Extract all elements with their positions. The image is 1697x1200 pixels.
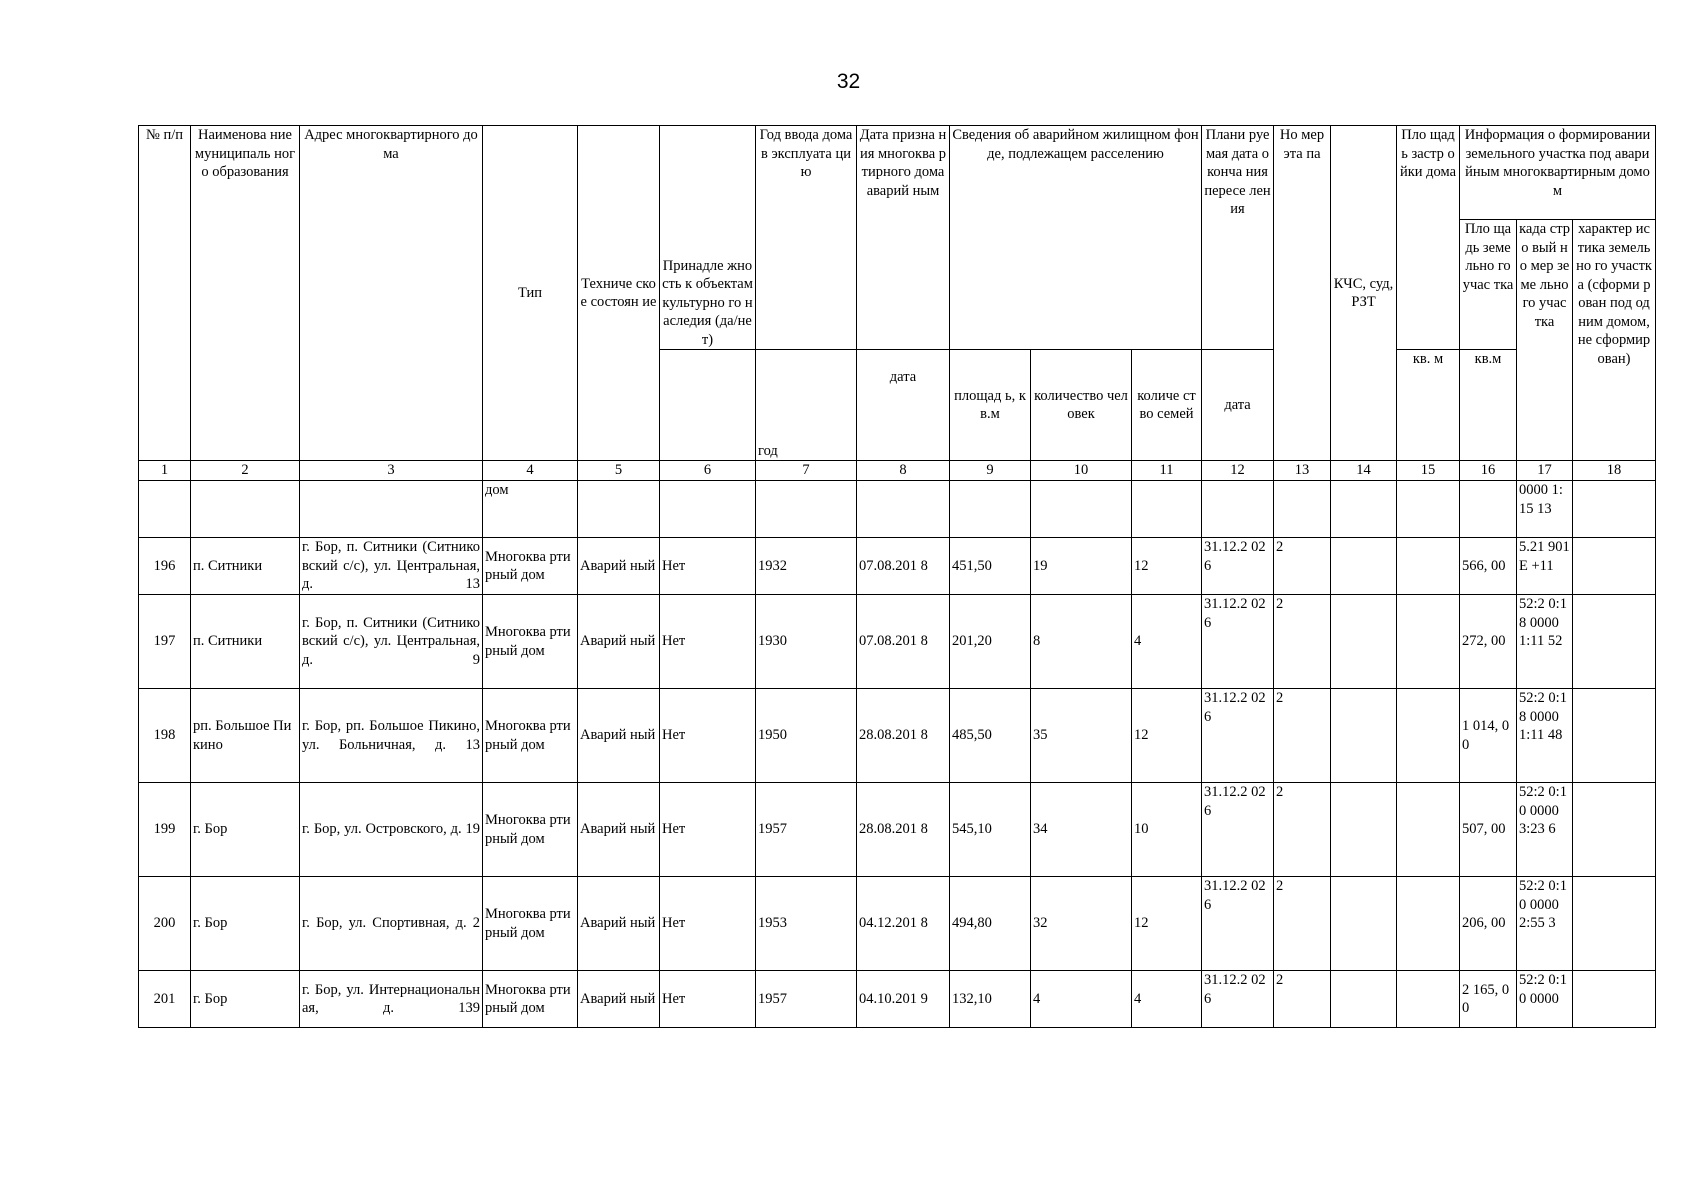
column-number: 16 (1460, 461, 1517, 481)
family-count: 4 (1132, 595, 1202, 689)
kchs-court (1331, 971, 1397, 1028)
column-number: 5 (578, 461, 660, 481)
header-col-14: КЧС, суд, РЗТ (1331, 126, 1397, 461)
column-number: 18 (1573, 461, 1656, 481)
cadastral-number: 52:2 0:10 0000 2:55 3 (1517, 877, 1573, 971)
people-count: 35 (1031, 689, 1132, 783)
header-col-8-sub: дата (857, 350, 950, 461)
recognition-date: 28.08.201 8 (857, 689, 950, 783)
municipality: г. Бор (191, 971, 300, 1028)
technical-condition: Аварий ный (578, 877, 660, 971)
building-area (1397, 877, 1460, 971)
recognition-date: 04.10.201 9 (857, 971, 950, 1028)
cadastral-number: 52:2 0:10 0000 3:23 6 (1517, 783, 1573, 877)
header-col-8: Дата призна ния многоква ртирного дома аварий ным (857, 126, 950, 350)
municipality: п. Ситники (191, 595, 300, 689)
house-type: Многоква ртирный дом (483, 783, 578, 877)
commission-year: 1957 (756, 783, 857, 877)
header-col-1: № п/п (139, 126, 191, 461)
kchs-court (1331, 538, 1397, 595)
stage-number: 2 (1274, 783, 1331, 877)
building-area (1397, 595, 1460, 689)
header-col-10: количество человек (1031, 350, 1132, 461)
plot-area: 272, 00 (1460, 595, 1517, 689)
building-area (1397, 689, 1460, 783)
header-col-3: Адрес многоквартирного дома (300, 126, 483, 461)
column-number: 15 (1397, 461, 1460, 481)
header-col-7-sub: год (756, 350, 857, 461)
column-number: 8 (857, 461, 950, 481)
heritage-status: Нет (660, 689, 756, 783)
plot-characteristic (1573, 689, 1656, 783)
kchs-court (1331, 783, 1397, 877)
column-number: 4 (483, 461, 578, 481)
recognition-date: 28.08.201 8 (857, 783, 950, 877)
header-col-16: Пло щадь земе льно го учас тка (1460, 220, 1517, 350)
technical-condition: Аварий ный (578, 689, 660, 783)
municipality: г. Бор (191, 877, 300, 971)
row-number: 196 (139, 538, 191, 595)
page-number: 32 (836, 70, 861, 93)
column-number: 6 (660, 461, 756, 481)
people-count: 19 (1031, 538, 1132, 595)
kchs-court (1331, 689, 1397, 783)
plot-characteristic (1573, 538, 1656, 595)
stage-number: 2 (1274, 971, 1331, 1028)
header-group-16-18: Информация о формировании земельного участка под аварийным многоквартирным домом (1460, 126, 1656, 220)
column-number-row (139, 461, 1656, 481)
heritage-status: Нет (660, 595, 756, 689)
heritage-status: Нет (660, 783, 756, 877)
column-number: 7 (756, 461, 857, 481)
address: г. Бор, рп. Большое Пикино, ул. Больничная, д. 13 (300, 689, 483, 783)
planned-end-date: 31.12.2 026 (1202, 877, 1274, 971)
family-count: 12 (1132, 538, 1202, 595)
technical-condition: Аварий ный (578, 971, 660, 1028)
living-area: 201,20 (950, 595, 1031, 689)
people-count: 4 (1031, 971, 1132, 1028)
municipality: рп. Большое Пикино (191, 689, 300, 783)
plot-area: 1 014, 00 (1460, 689, 1517, 783)
plot-area: 566, 00 (1460, 538, 1517, 595)
cadastral-number: 52:2 0:18 0000 1:11 52 (1517, 595, 1573, 689)
row-number: 201 (139, 971, 191, 1028)
family-count: 12 (1132, 689, 1202, 783)
header-col-6: Принадле жность к объектам культурно го наследия (да/нет) (660, 126, 756, 350)
address: г. Бор, ул. Интернациональная, д. 139 (300, 971, 483, 1028)
column-number: 14 (1331, 461, 1397, 481)
family-count: 4 (1132, 971, 1202, 1028)
recognition-date: 07.08.201 8 (857, 538, 950, 595)
header-col-7: Год ввода дома в эксплуата цию (756, 126, 857, 350)
cadastral-number: 52:2 0:18 0000 1:11 48 (1517, 689, 1573, 783)
house-type: Многоква ртирный дом (483, 971, 578, 1028)
column-number: 9 (950, 461, 1031, 481)
kchs-court (1331, 595, 1397, 689)
stage-number: 2 (1274, 538, 1331, 595)
header-row-1 (139, 126, 1656, 220)
family-count: 10 (1132, 783, 1202, 877)
header-col-11: количе ство семей (1132, 350, 1202, 461)
people-count: 8 (1031, 595, 1132, 689)
table-row (139, 877, 1656, 971)
address: г. Бор, ул. Островского, д. 19 (300, 783, 483, 877)
header-col-18: характер истика земельно го участка (сформи рован под одним домом, не сформир ован) (1573, 220, 1656, 461)
people-count: 32 (1031, 877, 1132, 971)
continuation-cadastral: 0000 1:15 13 (1517, 481, 1573, 538)
continuation-type: дом (483, 481, 578, 538)
living-area: 451,50 (950, 538, 1031, 595)
column-number: 2 (191, 461, 300, 481)
row-number: 198 (139, 689, 191, 783)
header-col-6-sub (660, 350, 756, 461)
heritage-status: Нет (660, 538, 756, 595)
municipality: г. Бор (191, 783, 300, 877)
people-count: 34 (1031, 783, 1132, 877)
technical-condition: Аварий ный (578, 538, 660, 595)
table-row (139, 538, 1656, 595)
house-type: Многоква ртирный дом (483, 595, 578, 689)
stage-number: 2 (1274, 595, 1331, 689)
header-col-12: Плани руемая дата оконча ния пересе ления (1202, 126, 1274, 350)
header-col-16-sub: кв.м (1460, 350, 1517, 461)
row-number: 199 (139, 783, 191, 877)
plot-area: 2 165, 00 (1460, 971, 1517, 1028)
header-col-4: Тип (483, 126, 578, 461)
family-count: 12 (1132, 877, 1202, 971)
technical-condition: Аварий ный (578, 783, 660, 877)
table-row (139, 971, 1656, 1028)
continuation-row (139, 481, 1656, 538)
header-col-12-sub: дата (1202, 350, 1274, 461)
commission-year: 1930 (756, 595, 857, 689)
row-number: 197 (139, 595, 191, 689)
cadastral-number: 52:2 0:10 0000 (1517, 971, 1573, 1028)
address: г. Бор, ул. Спортивная, д. 2 (300, 877, 483, 971)
column-number: 13 (1274, 461, 1331, 481)
column-number: 3 (300, 461, 483, 481)
column-number: 12 (1202, 461, 1274, 481)
plot-characteristic (1573, 783, 1656, 877)
address: г. Бор, п. Ситники (Ситниковский с/с), ул. Центральная, д. 9 (300, 595, 483, 689)
building-area (1397, 783, 1460, 877)
table-row (139, 783, 1656, 877)
commission-year: 1957 (756, 971, 857, 1028)
header-col-13: Но мер эта па (1274, 126, 1331, 461)
living-area: 545,10 (950, 783, 1031, 877)
technical-condition: Аварий ный (578, 595, 660, 689)
planned-end-date: 31.12.2 026 (1202, 971, 1274, 1028)
header-col-2: Наименова ние муниципаль ного образования (191, 126, 300, 461)
stage-number: 2 (1274, 877, 1331, 971)
header-group-9-11: Сведения об аварийном жилищном фонде, подлежащем расселению (950, 126, 1202, 350)
plot-area: 206, 00 (1460, 877, 1517, 971)
building-area (1397, 538, 1460, 595)
heritage-status: Нет (660, 971, 756, 1028)
emergency-housing-table (138, 125, 1656, 1028)
table-body (139, 538, 1656, 1028)
living-area: 132,10 (950, 971, 1031, 1028)
plot-characteristic (1573, 971, 1656, 1028)
planned-end-date: 31.12.2 026 (1202, 783, 1274, 877)
column-number: 10 (1031, 461, 1132, 481)
house-type: Многоква ртирный дом (483, 689, 578, 783)
plot-characteristic (1573, 877, 1656, 971)
commission-year: 1932 (756, 538, 857, 595)
column-number: 11 (1132, 461, 1202, 481)
row-number: 200 (139, 877, 191, 971)
commission-year: 1950 (756, 689, 857, 783)
planned-end-date: 31.12.2 026 (1202, 689, 1274, 783)
plot-area: 507, 00 (1460, 783, 1517, 877)
house-type: Многоква ртирный дом (483, 877, 578, 971)
cadastral-number: 5.21 901E +11 (1517, 538, 1573, 595)
stage-number: 2 (1274, 689, 1331, 783)
header-col-17: када стро вый но мер земе льно го учас тка (1517, 220, 1573, 461)
heritage-status: Нет (660, 877, 756, 971)
building-area (1397, 971, 1460, 1028)
living-area: 494,80 (950, 877, 1031, 971)
living-area: 485,50 (950, 689, 1031, 783)
header-col-5: Техниче ское состоян ие (578, 126, 660, 461)
commission-year: 1953 (756, 877, 857, 971)
recognition-date: 07.08.201 8 (857, 595, 950, 689)
planned-end-date: 31.12.2 026 (1202, 595, 1274, 689)
header-col-15-sub: кв. м (1397, 350, 1460, 461)
table-row (139, 595, 1656, 689)
header-col-15: Пло щадь застр ойки дома (1397, 126, 1460, 350)
plot-characteristic (1573, 595, 1656, 689)
house-type: Многоква ртирный дом (483, 538, 578, 595)
column-number: 17 (1517, 461, 1573, 481)
address: г. Бор, п. Ситники (Ситниковский с/с), ул. Центральная, д. 13 (300, 538, 483, 595)
recognition-date: 04.12.201 8 (857, 877, 950, 971)
planned-end-date: 31.12.2 026 (1202, 538, 1274, 595)
municipality: п. Ситники (191, 538, 300, 595)
column-number: 1 (139, 461, 191, 481)
kchs-court (1331, 877, 1397, 971)
table-row (139, 689, 1656, 783)
header-col-9: площад ь, кв.м (950, 350, 1031, 461)
